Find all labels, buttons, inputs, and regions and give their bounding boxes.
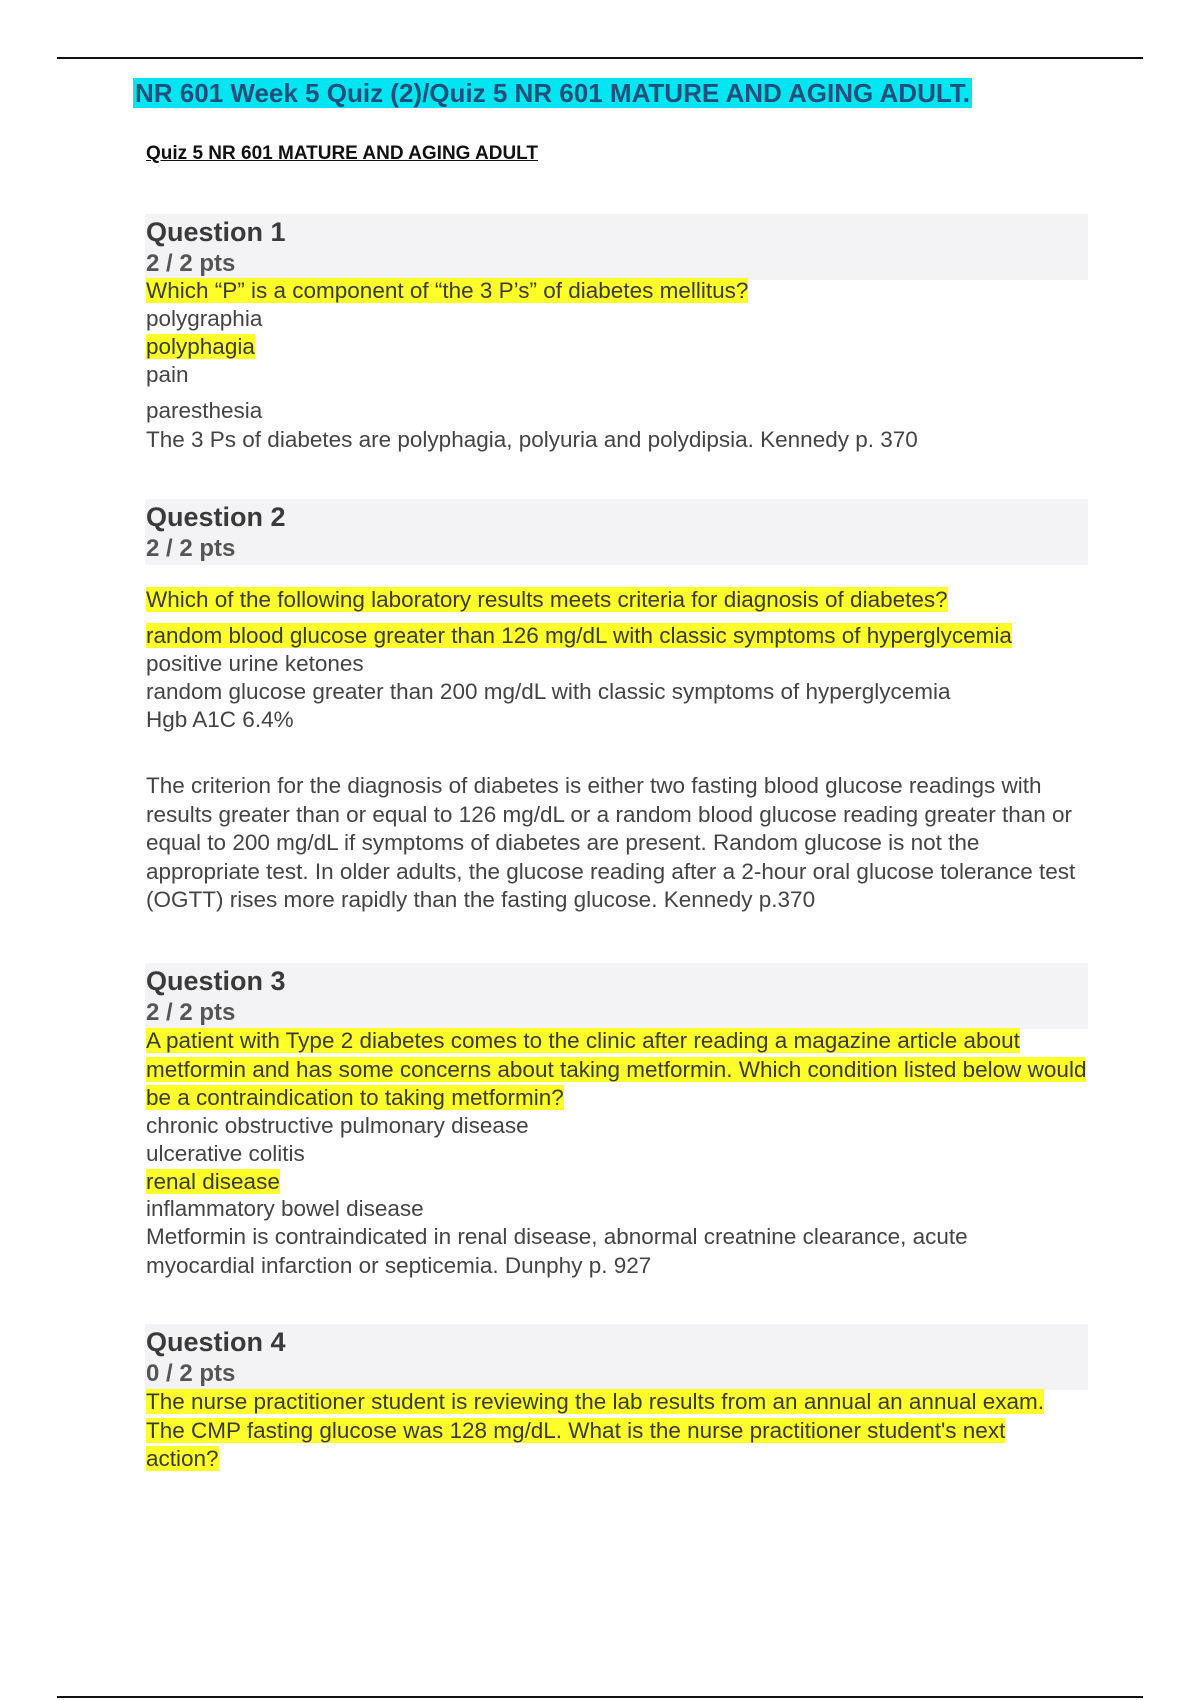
- document-subtitle: Quiz 5 NR 601 MATURE AND AGING ADULT: [146, 143, 538, 164]
- question-2-prompt: Which of the following laboratory results meets criteria for diagnosis of diabetes?: [146, 587, 948, 612]
- question-1-prompt: Which “P” is a component of “the 3 P’s” of diabetes mellitus?: [146, 278, 749, 303]
- question-3-explanation: Metformin is contraindicated in renal disease, abnormal creatnine clearance, acute myocardial infarction or septicemia. Dunphy p. 927: [146, 1224, 968, 1278]
- question-1-points: 2 / 2 pts: [146, 250, 236, 277]
- question-1-title: Question 1: [146, 217, 286, 247]
- question-4-points: 0 / 2 pts: [146, 1360, 236, 1387]
- question-4-header: [145, 1324, 1088, 1390]
- question-2-points: 2 / 2 pts: [146, 535, 236, 562]
- question-3-option-4: inflammatory bowel disease: [146, 1196, 424, 1221]
- question-1-option-4: paresthesia: [146, 398, 263, 423]
- question-3-header: [145, 963, 1088, 1029]
- top-rule: [57, 57, 1143, 59]
- question-2-option-3: random glucose greater than 200 mg/dL with classic symptoms of hyperglycemia: [146, 679, 951, 704]
- document-title: NR 601 Week 5 Quiz (2)/Quiz 5 NR 601 MATURE AND AGING ADULT.: [135, 78, 971, 108]
- question-2-option-4: Hgb A1C 6.4%: [146, 707, 294, 732]
- question-3-option-3: renal disease: [146, 1169, 280, 1194]
- question-1-option-3: pain: [146, 362, 189, 387]
- question-2-option-2: positive urine ketones: [146, 651, 364, 676]
- question-1-option-1: polygraphia: [146, 306, 263, 331]
- question-3-option-1: chronic obstructive pulmonary disease: [146, 1113, 529, 1138]
- question-1-option-2: polyphagia: [146, 334, 255, 359]
- question-2-title: Question 2: [146, 502, 286, 532]
- question-3-prompt: A patient with Type 2 diabetes comes to the clinic after reading a magazine article about metformin and has some concerns about taking metformin. Which condition listed below would be a contraindication to taking metformin?: [146, 1028, 1087, 1110]
- bottom-rule: [57, 1696, 1143, 1698]
- question-1-explanation: The 3 Ps of diabetes are polyphagia, polyuria and polydipsia. Kennedy p. 370: [146, 427, 918, 452]
- question-2-header: [145, 499, 1088, 565]
- question-2-explanation: The criterion for the diagnosis of diabetes is either two fasting blood glucose readings with results greater than or equal to 126 mg/dL or a random blood glucose reading greater than or equal to 200 mg/dL if symptoms of diabetes are present. Random glucose is not the appropriate test. In older adults, the glucose reading after a 2-hour oral glucose tolerance test (OGTT) rises more rapidly than the fasting glucose. Kennedy p.370: [146, 773, 1076, 912]
- question-2-option-1: random blood glucose greater than 126 mg/dL with classic symptoms of hyperglycemia: [146, 623, 1012, 648]
- question-3-title: Question 3: [146, 966, 286, 996]
- question-4-prompt: The nurse practitioner student is reviewing the lab results from an annual an annual exam. The CMP fasting glucose was 128 mg/dL. What is the nurse practitioner student's next action?: [146, 1389, 1045, 1471]
- question-4-title: Question 4: [146, 1327, 286, 1357]
- question-3-option-2: ulcerative colitis: [146, 1141, 305, 1166]
- question-1-header: [145, 214, 1088, 280]
- question-3-points: 2 / 2 pts: [146, 999, 236, 1026]
